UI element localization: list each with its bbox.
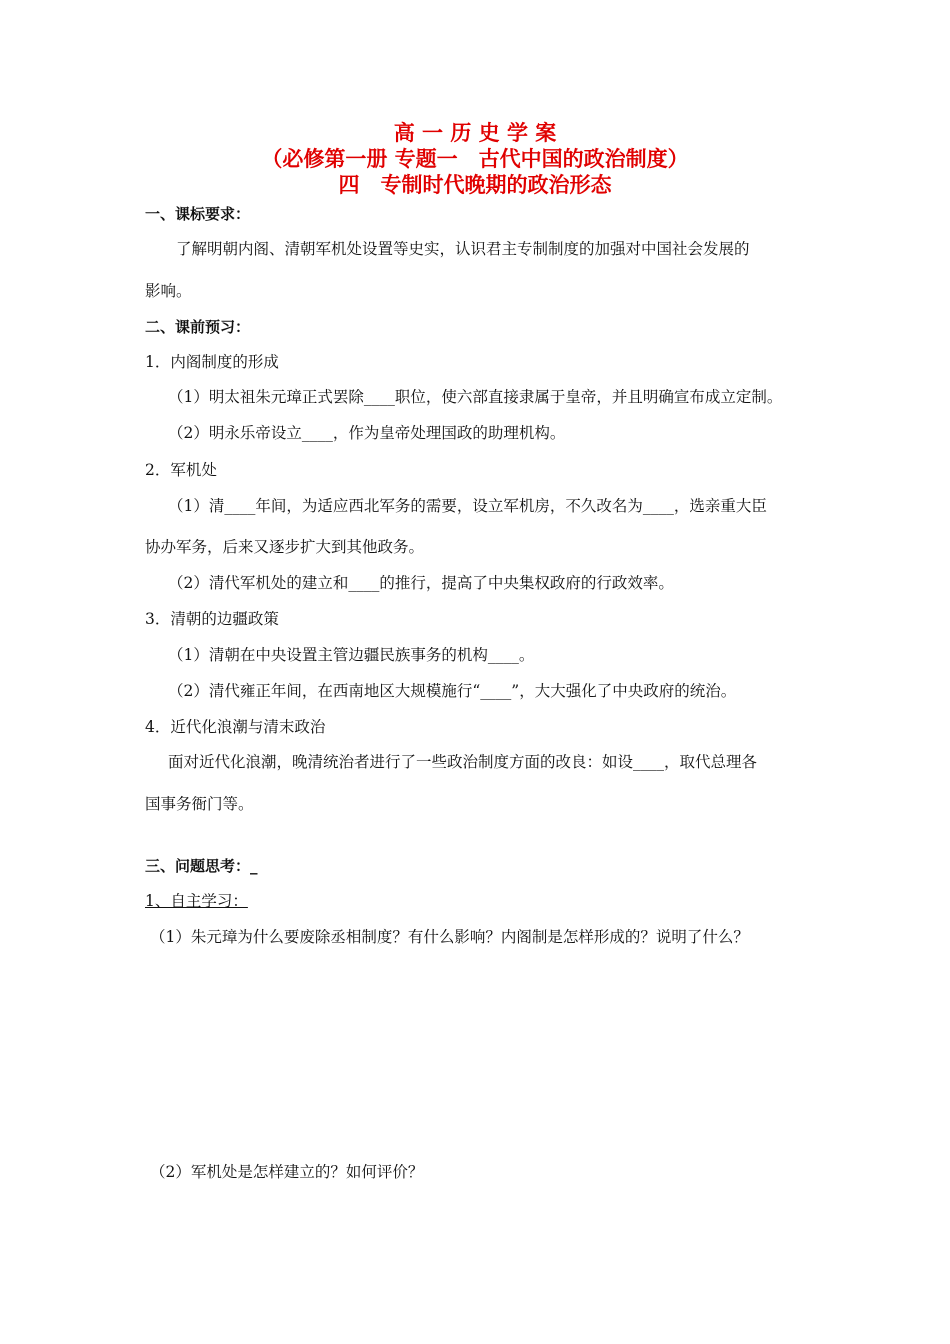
preview-item-title: 3．清朝的边疆政策 [145,610,279,628]
preview-item-line: （2）明永乐帝设立____，作为皇帝处理国政的助理机构。 [168,424,566,442]
self-study-heading: 1、自主学习： [145,892,248,910]
preview-item-title: 4．近代化浪潮与清末政治 [145,718,326,736]
section-heading-questions: 三、问题思考：_ [145,857,258,875]
preview-item-line: 协办军务，后来又逐步扩大到其他政务。 [145,538,425,556]
preview-item-line: （2）清代雍正年间，在西南地区大规模施行“____”，大大强化了中央政府的统治。 [168,682,737,700]
standards-text-line2: 影响。 [145,282,192,300]
question-2: （2）军机处是怎样建立的？如何评价？ [150,1163,424,1181]
document-title: 高 一 历 史 学 案 [393,121,557,145]
question-1: （1）朱元璋为什么要废除丞相制度？有什么影响？内阁制是怎样形成的？说明了什么？ [150,928,749,946]
preview-item-line: 面对近代化浪潮，晚清统治者进行了一些政治制度方面的改良：如设____，取代总理各 [168,753,758,771]
preview-item-line: 国事务衙门等。 [145,795,254,813]
preview-item-line: （1）明太祖朱元璋正式罢除____职位，使六部直接隶属于皇帝，并且明确宣布成立定制。 [168,388,783,406]
preview-item-line: （1）清____年间，为适应西北军务的需要，设立军机房，不久改名为____，选亲重大臣 [168,497,767,515]
preview-item-line: （2）清代军机处的建立和____的推行，提高了中央集权政府的行政效率。 [168,574,674,592]
preview-item-line: （1）清朝在中央设置主管边疆民族事务的机构____。 [168,646,535,664]
standards-text-line1: 了解明朝内阁、清朝军机处设置等史实，认识君主专制制度的加强对中国社会发展的 [176,240,750,258]
document-subtitle: （必修第一册 专题一 古代中国的政治制度） [261,147,689,171]
preview-item-title: 2．军机处 [145,461,217,479]
section-heading-standards: 一、课标要求： [145,205,251,223]
preview-item-title: 1．内阁制度的形成 [145,353,279,371]
section-heading-preview: 二、课前预习： [145,318,251,336]
lesson-title: 四 专制时代晚期的政治形态 [338,173,612,197]
